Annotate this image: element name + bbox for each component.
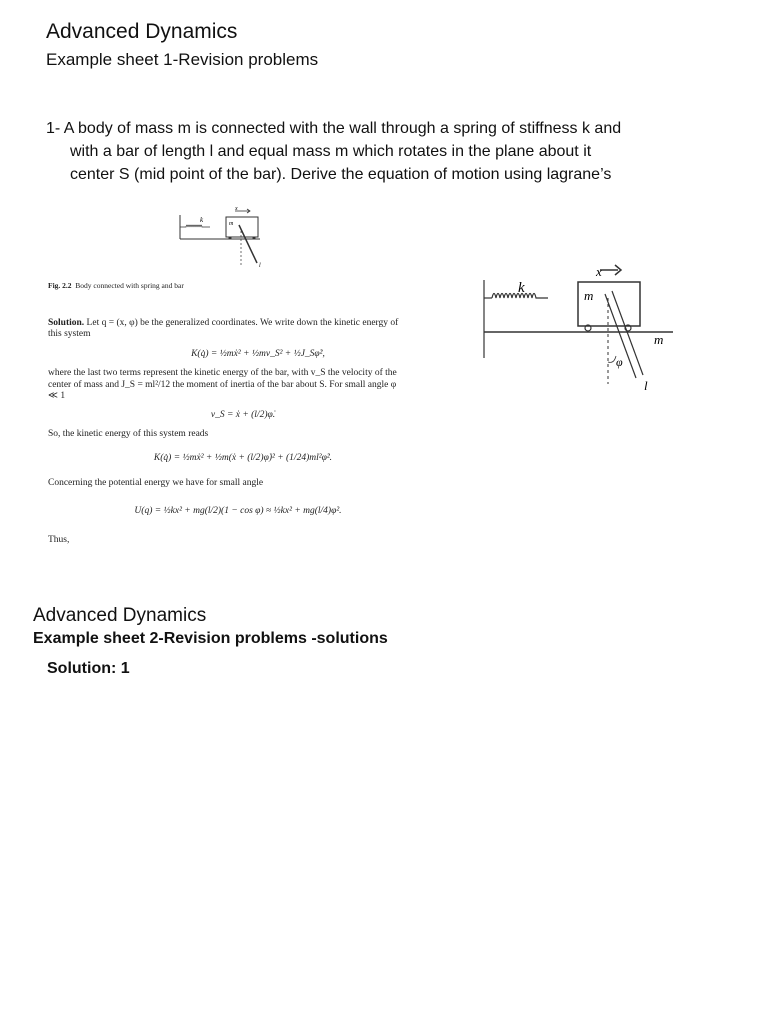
equation-kinetic-energy-2: K(q̇) = ½mẋ² + ½m(ẋ + (l/2)φ̇)² + (1/24)ml²φ̇². <box>153 452 333 463</box>
small-fig-label-l: l <box>259 263 261 269</box>
small-fig-label-m: m <box>229 221 234 227</box>
sheet1-title: Advanced Dynamics <box>46 20 238 43</box>
solution-paragraph-3: So, the kinetic energy of this system reads <box>48 429 209 439</box>
large-fig-label-l: l <box>644 378 648 393</box>
equation-velocity: v_S = ẋ + (l/2)φ̇. <box>210 409 276 420</box>
large-fig-label-k: k <box>518 280 525 296</box>
small-mass-spring-bar-figure <box>175 203 275 273</box>
figure-caption-number: Fig. 2.2 <box>48 281 72 290</box>
sheet2-subtitle: Example sheet 2-Revision problems -solutions <box>33 630 388 647</box>
figure-caption <box>48 280 408 292</box>
large-fig-label-phi: φ <box>616 355 623 369</box>
small-fig-label-k: k <box>200 216 204 224</box>
problem-line-3: center S (mid point of the bar). Derive the equation of motion using lagrane’s <box>70 166 612 183</box>
problem-line-2: with a bar of length l and equal mass m which rotates in the plane about it <box>70 143 592 160</box>
book-excerpt <box>48 280 408 547</box>
solution-paragraph-4: Concerning the potential energy we have for small angle <box>48 478 264 488</box>
solution-label: Solution. <box>48 317 85 328</box>
problem-line-1: 1- A body of mass m is connected with the wall through a spring of stiffness k and <box>46 120 622 137</box>
equation-kinetic-energy-1: K(q̇) = ½mẋ² + ½mv_S² + ½J_Sφ̇², <box>191 348 325 359</box>
equation-potential-energy: U(q) = ½kx² + mg(l/2)(1 − cos φ) ≈ ½kx² + mg(l/4)φ². <box>134 505 342 516</box>
problem-statement <box>46 117 700 186</box>
solution-text-1: Let q = (x, φ) be the generalized coordinates. We write down the kinetic energy of this system <box>48 317 399 339</box>
large-mass-spring-bar-figure <box>478 258 678 398</box>
sheet2-title: Advanced Dynamics <box>33 605 207 626</box>
solution-paragraph-1 <box>48 318 408 341</box>
sheet1-subtitle: Example sheet 1-Revision problems <box>46 50 319 69</box>
solution-heading: Solution: 1 <box>47 660 130 677</box>
large-fig-label-m-bar: m <box>654 332 664 347</box>
small-fig-label-x: x <box>235 206 238 212</box>
solution-paragraph-5: Thus, <box>48 535 70 545</box>
large-fig-label-x: x <box>596 264 602 279</box>
large-fig-label-m: m <box>584 288 594 303</box>
solution-paragraph-2: where the last two terms represent the kinetic energy of the bar, with v_S the velocity of the center of mass and J_S = ml²/12 the moment of inertia of the bar about S. For small angle φ ≪ 1 <box>48 368 397 401</box>
figure-caption-text: Body connected with spring and bar <box>75 281 184 290</box>
